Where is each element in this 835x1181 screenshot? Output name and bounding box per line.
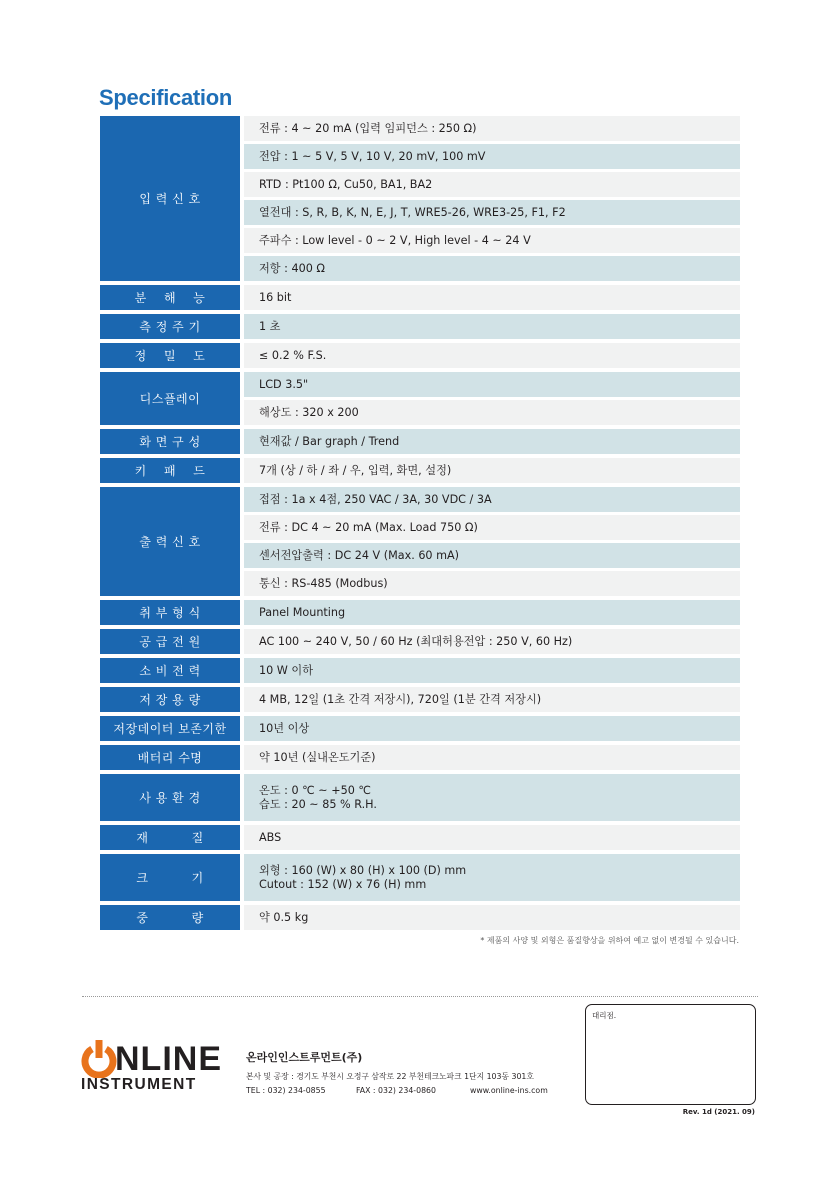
spec-row (100, 905, 740, 930)
company-name: 온라인인스트루먼트(주) (246, 1051, 363, 1064)
spec-row (100, 658, 740, 683)
spec-label: 측 정 주 기 (100, 314, 240, 339)
dotted-divider (82, 996, 758, 997)
spec-value: 주파수 : Low level - 0 ~ 2 V, High level - 4 ~ 24 V (244, 228, 740, 253)
agent-box (585, 1004, 756, 1105)
spec-value (244, 854, 740, 901)
company-website[interactable]: www.online-ins.com (470, 1086, 548, 1095)
spec-label: 입 력 신 호 (100, 116, 240, 281)
spec-label: 취 부 형 식 (100, 600, 240, 625)
spec-value: ≤ 0.2 % F.S. (244, 343, 740, 368)
spec-value: 현재값 / Bar graph / Trend (244, 429, 740, 454)
spec-value: RTD : Pt100 Ω, Cu50, BA1, BA2 (244, 172, 740, 197)
spec-row (100, 745, 740, 770)
spec-value: 접점 : 1a x 4점, 250 VAC / 3A, 30 VDC / 3A (244, 487, 740, 512)
spec-label: 중 량 (100, 905, 240, 930)
agent-label: 대리점. (592, 1011, 617, 1020)
spec-value: Panel Mounting (244, 600, 740, 625)
spec-values (244, 314, 740, 339)
spec-label: 디스플레이 (100, 372, 240, 425)
spec-values (244, 716, 740, 741)
spec-value: ABS (244, 825, 740, 850)
spec-values (244, 905, 740, 930)
spec-row (100, 314, 740, 339)
spec-value: LCD 3.5" (244, 372, 740, 397)
spec-value: 통신 : RS-485 (Modbus) (244, 571, 740, 596)
spec-row (100, 429, 740, 454)
spec-value: 10년 이상 (244, 716, 740, 741)
spec-value: 4 MB, 12일 (1초 간격 저장시), 720일 (1분 간격 저장시) (244, 687, 740, 712)
spec-label: 공 급 전 원 (100, 629, 240, 654)
spec-value: 전류 : 4 ~ 20 mA (입력 임피던스 : 250 Ω) (244, 116, 740, 141)
spec-value-line: 외형 : 160 (W) x 80 (H) x 100 (D) mm (259, 863, 467, 877)
spec-label: 저 장 용 량 (100, 687, 240, 712)
spec-row (100, 285, 740, 310)
spec-value: 7개 (상 / 하 / 좌 / 우, 입력, 화면, 설정) (244, 458, 740, 483)
logo-word: NLINE (115, 1040, 222, 1078)
spec-label: 저장데이터 보존기한 (100, 716, 240, 741)
spec-row (100, 600, 740, 625)
page-title: Specification (99, 85, 233, 110)
spec-row (100, 716, 740, 741)
spec-row (100, 854, 740, 901)
logo-subtitle: INSTRUMENT (81, 1076, 197, 1093)
spec-value-line: 습도 : 20 ~ 85 % R.H. (259, 797, 377, 811)
spec-values (244, 745, 740, 770)
company-address: 본사 및 공장 : 경기도 부천시 오정구 삼작로 22 부천테크노파크 1단지 103동 301호 (246, 1072, 534, 1081)
spec-values (244, 629, 740, 654)
spec-label: 분 해 능 (100, 285, 240, 310)
spec-values (244, 285, 740, 310)
spec-values (244, 487, 740, 596)
spec-label: 크 기 (100, 854, 240, 901)
spec-values (244, 825, 740, 850)
spec-label: 키 패 드 (100, 458, 240, 483)
spec-values (244, 687, 740, 712)
disclaimer-note: * 제품의 사양 및 외형은 품질향상을 위하여 예고 없이 변경될 수 있습니다. (480, 936, 739, 945)
power-icon (81, 1040, 117, 1078)
spec-label: 출 력 신 호 (100, 487, 240, 596)
spec-values (244, 458, 740, 483)
spec-value: 열전대 : S, R, B, K, N, E, J, T, WRE5-26, WRE3-25, F1, F2 (244, 200, 740, 225)
spec-row (100, 343, 740, 368)
spec-values (244, 429, 740, 454)
spec-values (244, 372, 740, 425)
spec-values (244, 116, 740, 281)
spec-value: 10 W 이하 (244, 658, 740, 683)
spec-values (244, 774, 740, 821)
company-tel: TEL : 032) 234-0855 (246, 1086, 326, 1095)
spec-row (100, 629, 740, 654)
spec-value (244, 774, 740, 821)
spec-row (100, 372, 740, 425)
spec-label: 화 면 구 성 (100, 429, 240, 454)
spec-label: 사 용 환 경 (100, 774, 240, 821)
spec-value: 약 0.5 kg (244, 905, 740, 930)
spec-label: 정 밀 도 (100, 343, 240, 368)
spec-value: 전류 : DC 4 ~ 20 mA (Max. Load 750 Ω) (244, 515, 740, 540)
revision-label: Rev. 1d (2021. 09) (682, 1108, 755, 1116)
spec-label: 배터리 수명 (100, 745, 240, 770)
spec-values (244, 854, 740, 901)
spec-value: 전압 : 1 ~ 5 V, 5 V, 10 V, 20 mV, 100 mV (244, 144, 740, 169)
spec-values (244, 343, 740, 368)
company-fax: FAX : 032) 234-0860 (356, 1086, 436, 1095)
spec-value: 저항 : 400 Ω (244, 256, 740, 281)
spec-value: 1 초 (244, 314, 740, 339)
spec-row (100, 458, 740, 483)
spec-values (244, 658, 740, 683)
spec-value: 16 bit (244, 285, 740, 310)
spec-values (244, 600, 740, 625)
online-instrument-logo (81, 1038, 231, 1098)
specification-table (100, 116, 740, 934)
spec-value: 센서전압출력 : DC 24 V (Max. 60 mA) (244, 543, 740, 568)
spec-row (100, 774, 740, 821)
spec-row (100, 487, 740, 596)
spec-row (100, 687, 740, 712)
spec-value-line: Cutout : 152 (W) x 76 (H) mm (259, 877, 427, 891)
spec-label: 재 질 (100, 825, 240, 850)
spec-value: 약 10년 (실내온도기준) (244, 745, 740, 770)
spec-label: 소 비 전 력 (100, 658, 240, 683)
spec-row (100, 116, 740, 281)
spec-value: 해상도 : 320 x 200 (244, 400, 740, 425)
spec-row (100, 825, 740, 850)
spec-value: AC 100 ~ 240 V, 50 / 60 Hz (최대허용전압 : 250 V, 60 Hz) (244, 629, 740, 654)
spec-value-line: 온도 : 0 ℃ ~ +50 ℃ (259, 783, 371, 797)
